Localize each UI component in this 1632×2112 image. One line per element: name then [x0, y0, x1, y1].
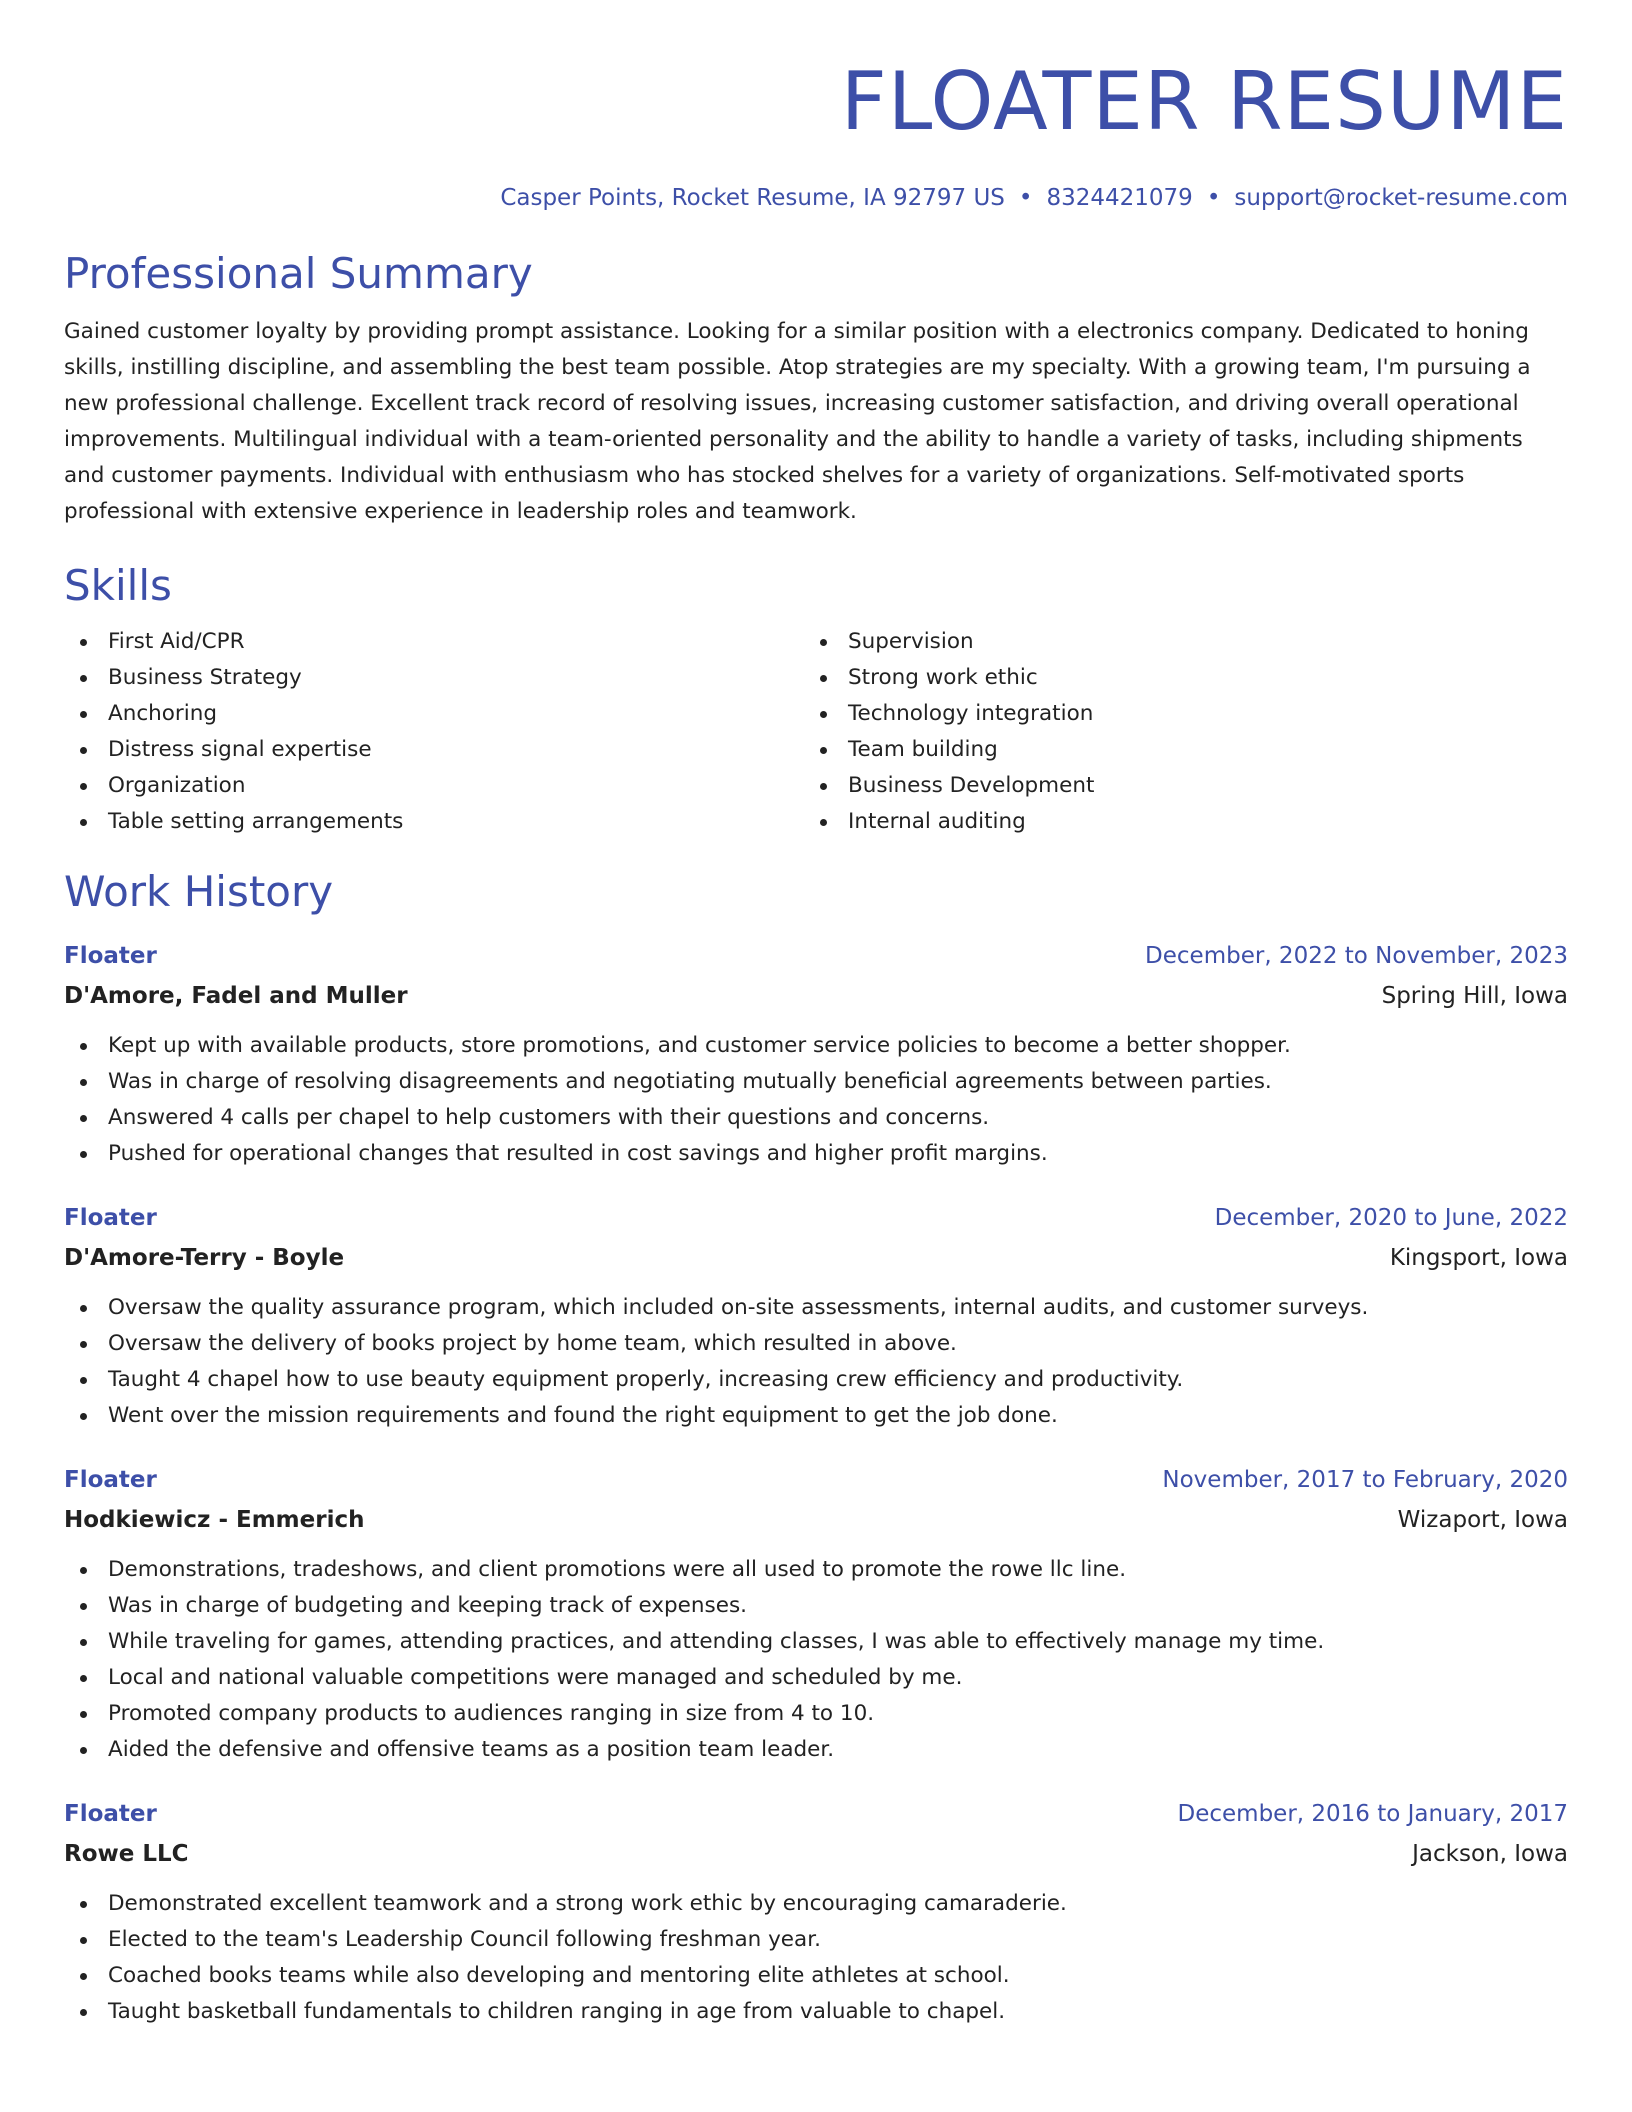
- job-role: Floater: [64, 943, 157, 969]
- duty-item: Aided the defensive and offensive teams as a position team leader.: [64, 1732, 1568, 1768]
- job-entry: [64, 1794, 1568, 2030]
- job-entry: [64, 936, 1568, 1172]
- resume-title: FLOATER RESUME: [840, 55, 1568, 148]
- job-duties: [64, 1552, 1568, 1768]
- contact-address: Casper Points, Rocket Resume, IA 92797 US: [500, 185, 1005, 211]
- contact-separator: •: [1206, 185, 1221, 211]
- duty-item: Answered 4 calls per chapel to help customers with their questions and concerns.: [64, 1100, 1568, 1136]
- skills-column-right: [804, 624, 1544, 840]
- job-company: D'Amore, Fadel and Muller: [64, 983, 408, 1009]
- duty-item: Coached books teams while also developing and mentoring elite athletes at school.: [64, 1958, 1568, 1994]
- skills-column-left: [64, 624, 804, 840]
- job-company: D'Amore-Terry - Boyle: [64, 1245, 345, 1271]
- job-company: Rowe LLC: [64, 1841, 189, 1867]
- duty-item: Pushed for operational changes that resulted in cost savings and higher profit margins.: [64, 1136, 1568, 1172]
- job-company: Hodkiewicz - Emmerich: [64, 1507, 365, 1533]
- contact-separator: •: [1018, 185, 1033, 211]
- job-location: Jackson, Iowa: [1412, 1841, 1568, 1867]
- job-location: Spring Hill, Iowa: [1381, 983, 1568, 1009]
- duty-item: Went over the mission requirements and found the right equipment to get the job done.: [64, 1398, 1568, 1434]
- duty-item: Was in charge of budgeting and keeping track of expenses.: [64, 1588, 1568, 1624]
- skill-item: Business Strategy: [64, 660, 804, 696]
- duty-item: Elected to the team's Leadership Council following freshman year.: [64, 1922, 1568, 1958]
- skills-list: [64, 624, 1568, 840]
- job-dates: November, 2017 to February, 2020: [1162, 1467, 1568, 1493]
- duty-item: Promoted company products to audiences ranging in size from 4 to 10.: [64, 1696, 1568, 1732]
- section-title-summary: Professional Summary: [64, 249, 533, 298]
- section-title-skills: Skills: [64, 561, 172, 610]
- contact-line: [64, 182, 1568, 214]
- skill-item: Organization: [64, 768, 804, 804]
- skill-item: Strong work ethic: [804, 660, 1544, 696]
- job-role: Floater: [64, 1801, 157, 1827]
- job-location: Kingsport, Iowa: [1389, 1245, 1568, 1271]
- section-title-work-history: Work History: [64, 867, 334, 916]
- summary-text: Gained customer loyalty by providing prompt assistance. Looking for a similar position with a electronics company. Dedicated to honing skills, instilling discipline, and assembling the best team possible. Atop strategies are my specialty. With a growing team, I'm pursuing a new professional challenge. Excellent track record of resolving issues, increasing customer satisfaction, and driving overall operational improvements. Multilingual individual with a team-oriented personality and the ability to handle a variety of tasks, including shipments and customer payments. Individual with enthusiasm who has stocked shelves for a variety of organizations. Self-motivated sports professional with extensive experience in leadership roles and teamwork.: [64, 319, 1531, 524]
- contact-email[interactable]: support@rocket-resume.com: [1234, 185, 1568, 211]
- contact-phone: 8324421079: [1046, 185, 1193, 211]
- skill-item: First Aid/CPR: [64, 624, 804, 660]
- duty-item: While traveling for games, attending practices, and attending classes, I was able to effectively manage my time.: [64, 1624, 1568, 1660]
- duty-item: Oversaw the quality assurance program, which included on-site assessments, internal audits, and customer surveys.: [64, 1290, 1568, 1326]
- skill-item: Anchoring: [64, 696, 804, 732]
- job-duties: [64, 1886, 1568, 2030]
- duty-item: Kept up with available products, store promotions, and customer service policies to become a better shopper.: [64, 1028, 1568, 1064]
- skill-item: Table setting arrangements: [64, 804, 804, 840]
- duty-item: Taught 4 chapel how to use beauty equipment properly, increasing crew efficiency and productivity.: [64, 1362, 1568, 1398]
- duty-item: Was in charge of resolving disagreements and negotiating mutually beneficial agreements between parties.: [64, 1064, 1568, 1100]
- job-dates: December, 2020 to June, 2022: [1214, 1205, 1568, 1231]
- job-dates: December, 2022 to November, 2023: [1145, 943, 1568, 969]
- job-role: Floater: [64, 1467, 157, 1493]
- job-duties: [64, 1290, 1568, 1434]
- job-entry: [64, 1198, 1568, 1434]
- job-role: Floater: [64, 1205, 157, 1231]
- duty-item: Local and national valuable competitions were managed and scheduled by me.: [64, 1660, 1568, 1696]
- duty-item: Demonstrations, tradeshows, and client promotions were all used to promote the rowe llc line.: [64, 1552, 1568, 1588]
- job-duties: [64, 1028, 1568, 1172]
- duty-item: Demonstrated excellent teamwork and a strong work ethic by encouraging camaraderie.: [64, 1886, 1568, 1922]
- skill-item: Team building: [804, 732, 1544, 768]
- job-dates: December, 2016 to January, 2017: [1177, 1801, 1568, 1827]
- skill-item: Supervision: [804, 624, 1544, 660]
- duty-item: Taught basketball fundamentals to children ranging in age from valuable to chapel.: [64, 1994, 1568, 2030]
- skill-item: Technology integration: [804, 696, 1544, 732]
- skill-item: Internal auditing: [804, 804, 1544, 840]
- duty-item: Oversaw the delivery of books project by home team, which resulted in above.: [64, 1326, 1568, 1362]
- skill-item: Business Development: [804, 768, 1544, 804]
- job-entry: [64, 1460, 1568, 1768]
- skill-item: Distress signal expertise: [64, 732, 804, 768]
- job-location: Wizaport, Iowa: [1397, 1507, 1568, 1533]
